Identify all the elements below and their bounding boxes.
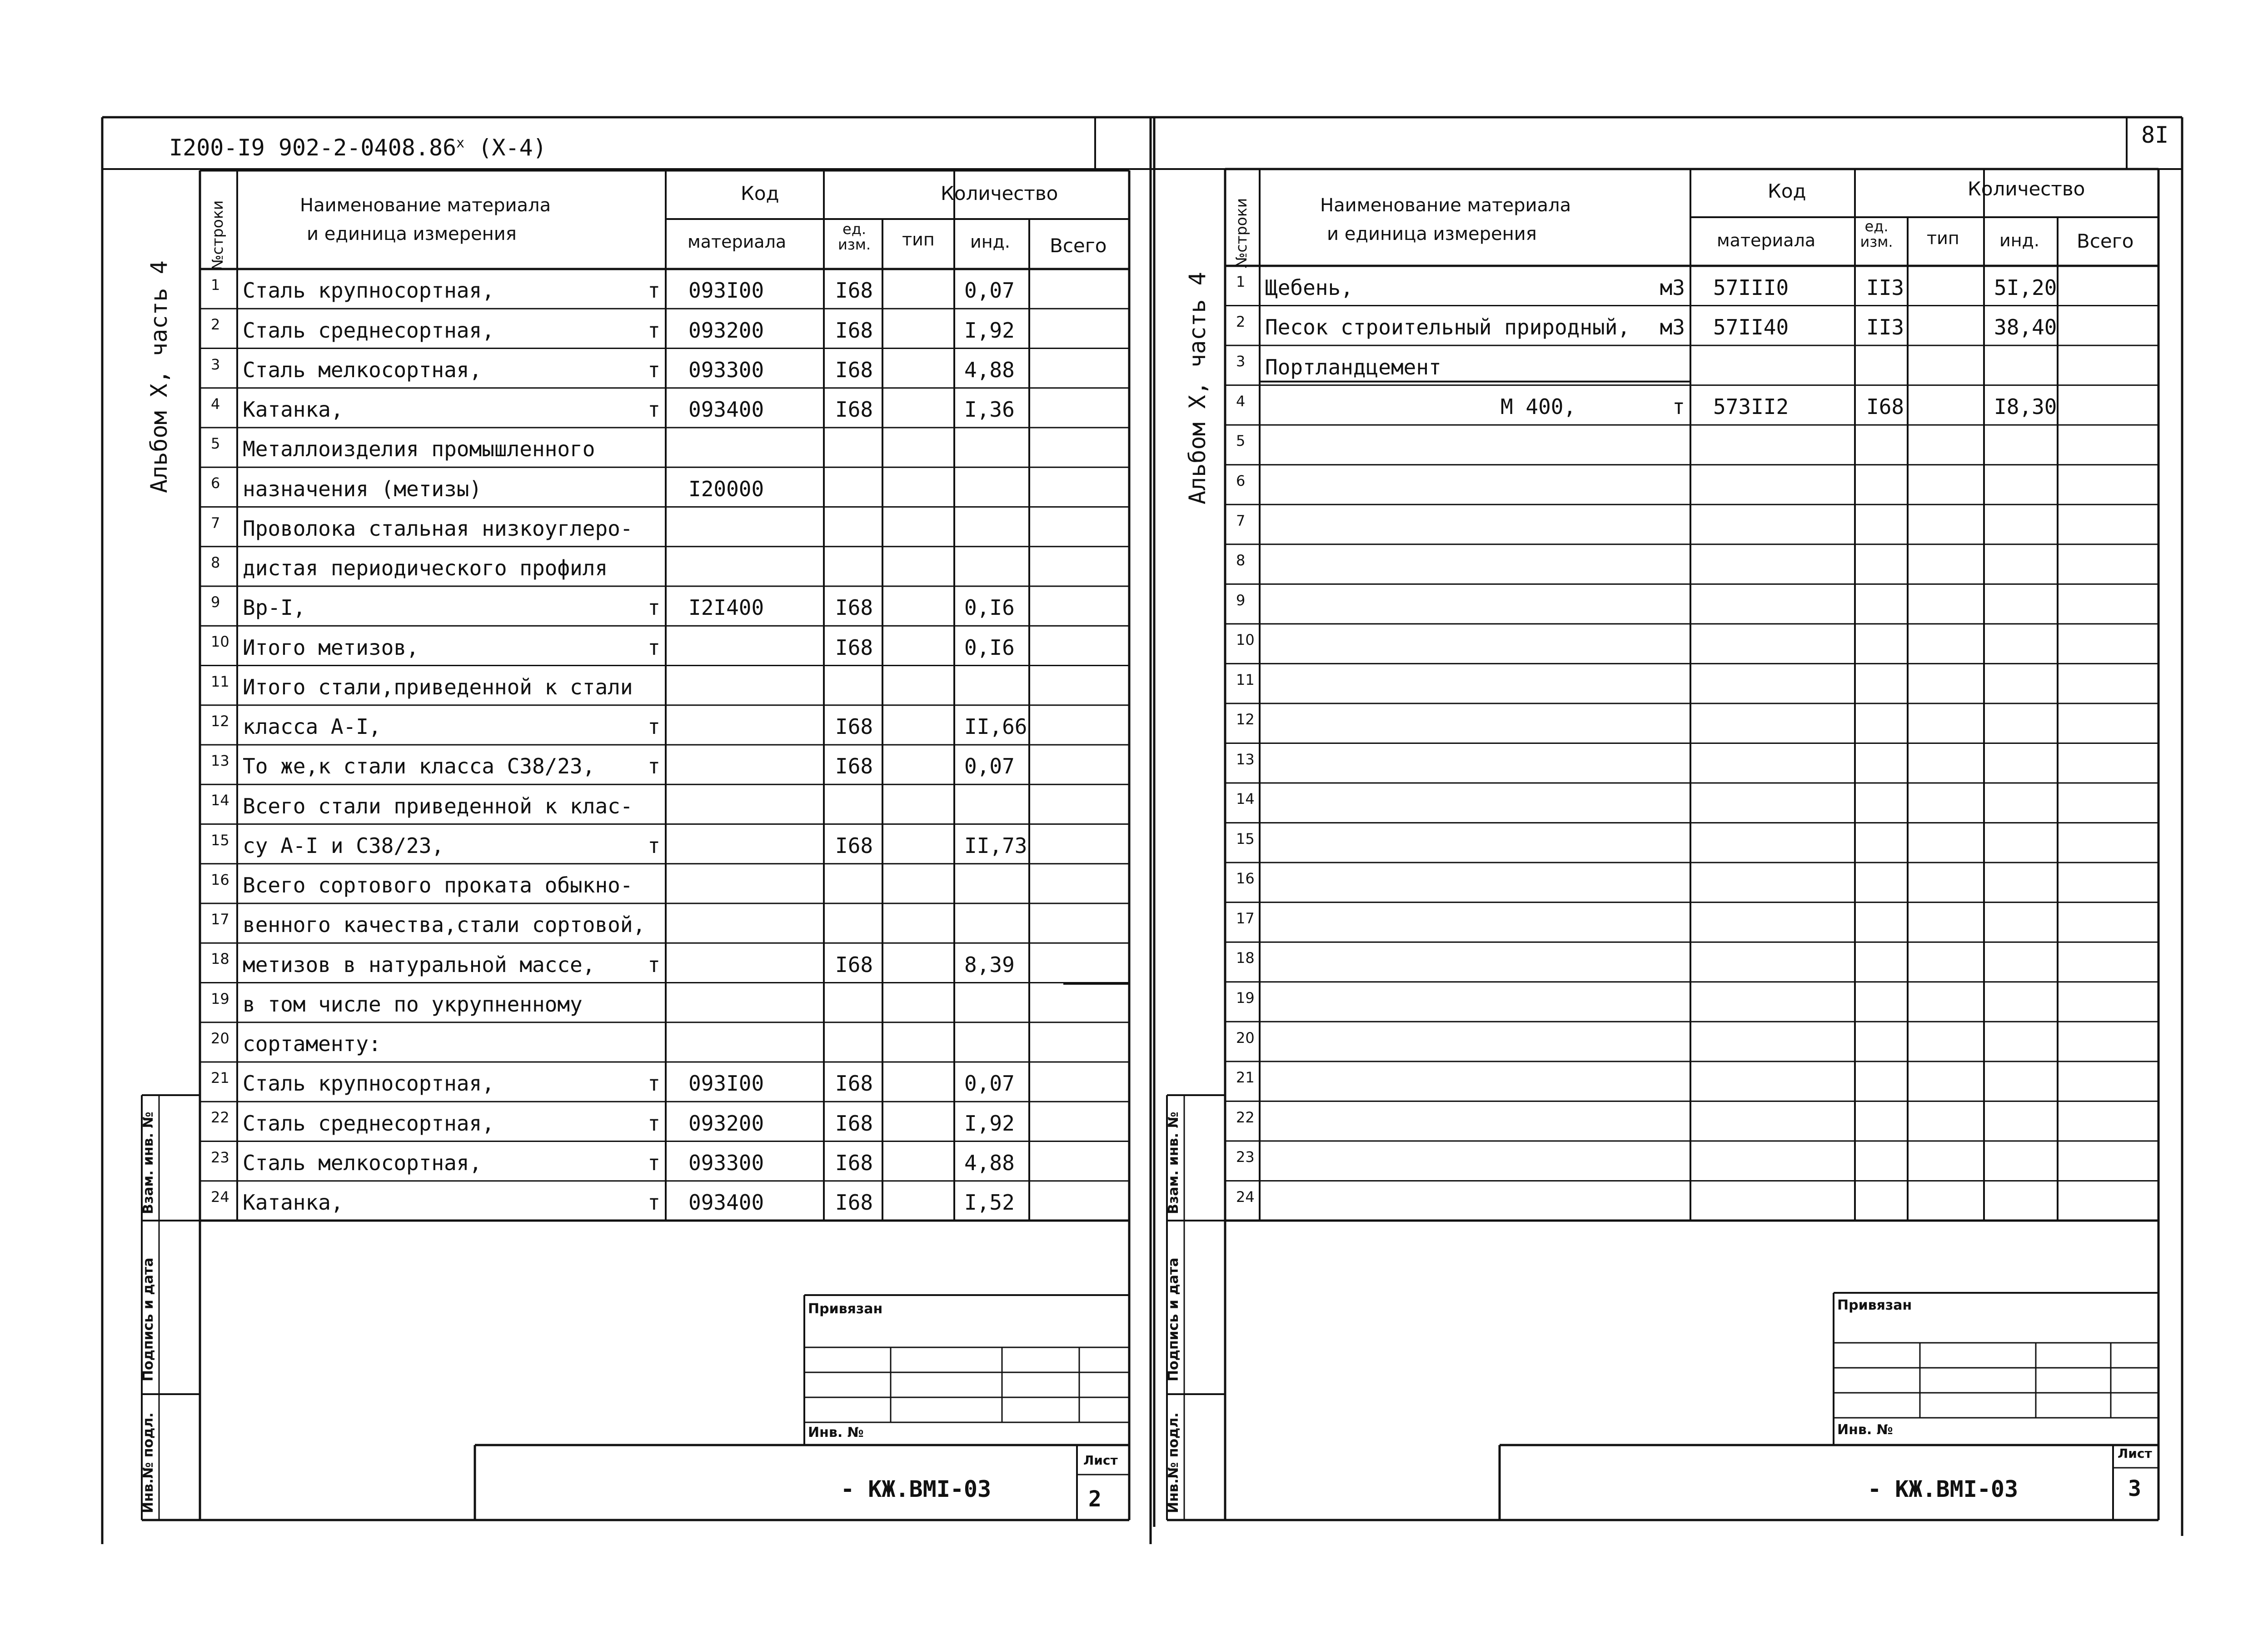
row-number: 10	[1236, 631, 1255, 649]
table-row	[1225, 982, 2158, 1022]
table-row	[200, 428, 1129, 467]
row-number: 24	[1236, 1188, 1255, 1206]
table-row	[200, 1102, 1129, 1141]
unit-code: I68	[835, 318, 873, 343]
row-number: 19	[211, 990, 229, 1007]
unit-label: т	[648, 714, 660, 739]
unit-label: т	[648, 833, 660, 858]
table-row	[200, 547, 1129, 586]
stamp-sign-date-left: Подпись и дата	[140, 1257, 156, 1381]
row-number: 20	[1236, 1029, 1255, 1047]
unit-label: т	[648, 397, 660, 422]
privyazan-label: Привязан	[808, 1301, 883, 1317]
header-name-line2: и единица измерения	[1327, 224, 1537, 244]
table-row	[200, 705, 1129, 745]
quantity-ind: I8,30	[1994, 394, 2057, 419]
quantity-ind: I,52	[964, 1190, 1015, 1215]
material-name: Проволока стальная низкоуглеро-	[243, 516, 633, 541]
row-number: 22	[211, 1109, 229, 1127]
material-name: Портландцемент	[1265, 354, 1441, 379]
table-row	[1225, 663, 2158, 703]
quantity-ind: 8,39	[964, 952, 1015, 977]
header-row-no: №строки	[1232, 198, 1250, 268]
unit-code: I68	[835, 754, 873, 779]
table-row	[200, 269, 1129, 309]
stamp-inv-vzam-left: Взам. инв. №	[140, 1112, 156, 1214]
table-row	[1225, 743, 2158, 783]
material-name: Всего сортового проката обыкно-	[243, 873, 633, 898]
quantity-ind: II,73	[964, 833, 1027, 858]
unit-label: м3	[1660, 275, 1685, 300]
unit-label: т	[648, 595, 660, 620]
doc-code: I200-I9 902-2-0408.86$^x$ (X-4)	[169, 135, 547, 161]
stamp-inv-podl-right: Инв.№ подл.	[1166, 1412, 1181, 1513]
row-number: 13	[1236, 750, 1255, 768]
table-row	[1225, 385, 2158, 425]
material-code: 57II40	[1713, 315, 1789, 340]
side-label-right: Альбом X, часть 4	[1184, 272, 1211, 504]
table-row	[200, 309, 1129, 348]
table-row	[200, 864, 1129, 903]
material-code: 093I00	[688, 1071, 764, 1096]
row-number: 15	[211, 831, 229, 849]
table-row	[200, 1181, 1129, 1221]
row-number: 7	[211, 514, 220, 532]
table-row	[1225, 266, 2158, 306]
table-row	[200, 943, 1129, 982]
row-number: 2	[211, 316, 220, 334]
header-code-unit: ед. изм.	[837, 220, 871, 253]
material-name: Катанка,	[243, 397, 344, 422]
row-number: 8	[1236, 552, 1246, 569]
table-row	[200, 784, 1129, 824]
row-number: 9	[1236, 591, 1246, 609]
row-number: 23	[211, 1148, 229, 1166]
inv-no-label: Инв. №	[1837, 1422, 1893, 1438]
row-number: 21	[211, 1069, 229, 1087]
quantity-ind: I,92	[964, 1111, 1015, 1136]
table-row	[1225, 1101, 2158, 1141]
unit-code: I68	[835, 1190, 873, 1215]
row-number: 4	[211, 395, 220, 413]
header-code-unit: ед. изм.	[1860, 218, 1893, 250]
table-row	[1225, 1141, 2158, 1181]
table-row	[200, 1062, 1129, 1102]
table-row	[1225, 425, 2158, 465]
header-row-no: №строки	[209, 200, 226, 270]
material-code: 093I00	[688, 278, 764, 303]
row-number: 1	[211, 276, 220, 294]
row-number: 18	[1236, 949, 1255, 967]
doc-designation: - КЖ.ВМI-03	[1868, 1476, 2019, 1502]
table-row	[1225, 902, 2158, 942]
material-name: Сталь мелкосортная,	[243, 1150, 482, 1175]
unit-code: II3	[1866, 275, 1904, 300]
row-number: 3	[1236, 353, 1246, 370]
header-qty-ind: инд.	[970, 232, 1010, 252]
material-name: Сталь крупносортная,	[243, 278, 494, 303]
material-name: Итого метизов,	[243, 635, 419, 660]
material-code: 093200	[688, 1111, 764, 1136]
unit-code: I68	[835, 833, 873, 858]
header-qty-total: Всего	[1050, 234, 1107, 257]
row-number: 20	[211, 1029, 229, 1047]
material-code: 57III0	[1713, 275, 1789, 300]
table-row	[200, 467, 1129, 507]
header-qty-total: Всего	[2077, 230, 2134, 252]
stamp-sign-date-right: Подпись и дата	[1166, 1257, 1181, 1381]
material-name: Катанка,	[243, 1190, 344, 1215]
row-number: 17	[1236, 909, 1255, 927]
row-number: 21	[1236, 1069, 1255, 1087]
table-row	[200, 824, 1129, 864]
row-number: 16	[211, 871, 229, 888]
table-row	[200, 388, 1129, 428]
unit-label: т	[648, 1190, 660, 1215]
row-number: 24	[211, 1188, 229, 1206]
quantity-ind: 0,I6	[964, 635, 1015, 660]
material-name: Сталь среднесортная,	[243, 1111, 494, 1136]
material-name: назначения (метизы)	[243, 476, 482, 501]
table-row	[1225, 1181, 2158, 1221]
quantity-ind: 0,I6	[964, 595, 1015, 620]
header-qty-ind: инд.	[1999, 230, 2039, 250]
row-number: 12	[211, 712, 229, 730]
table-row	[200, 586, 1129, 626]
unit-code: I68	[1866, 394, 1904, 419]
header-name-line1: Наименование материала	[300, 195, 551, 216]
inv-no-label: Инв. №	[808, 1425, 864, 1441]
quantity-ind: 4,88	[964, 1150, 1015, 1175]
material-name: М 400,	[1500, 394, 1576, 419]
unit-code: II3	[1866, 315, 1904, 340]
table-row	[200, 626, 1129, 665]
row-number: 17	[211, 911, 229, 928]
row-number: 16	[1236, 870, 1255, 887]
unit-label: м3	[1660, 315, 1685, 340]
table-row	[200, 983, 1129, 1022]
table-row	[200, 1142, 1129, 1181]
row-number: 8	[211, 553, 220, 571]
table-row	[1225, 504, 2158, 544]
sheet-label: Лист	[1083, 1453, 1118, 1468]
quantity-ind: 0,07	[964, 278, 1015, 303]
row-number: 3	[211, 355, 220, 373]
table-row	[200, 1022, 1129, 1062]
unit-code: I68	[835, 1150, 873, 1175]
unit-label: т	[648, 635, 660, 660]
row-number: 18	[211, 950, 229, 968]
material-code: 093200	[688, 318, 764, 343]
row-number: 2	[1236, 313, 1246, 330]
material-name: метизов в натуральной массе,	[243, 952, 595, 977]
row-number: 9	[211, 593, 220, 611]
unit-label: т	[648, 754, 660, 779]
quantity-ind: 38,40	[1994, 315, 2057, 340]
unit-label: т	[648, 1111, 660, 1136]
unit-label: т	[648, 1071, 660, 1096]
unit-code: I68	[835, 1111, 873, 1136]
stamp-inv-vzam-right: Взам. инв. №	[1166, 1112, 1181, 1214]
table-row	[1225, 584, 2158, 624]
unit-label: т	[1672, 394, 1685, 419]
header-code: Код	[741, 182, 779, 204]
unit-code: I68	[835, 952, 873, 977]
material-name: сортаменту:	[243, 1032, 381, 1057]
material-name: Сталь крупносортная,	[243, 1071, 494, 1096]
unit-code: I68	[835, 714, 873, 739]
table-row	[200, 666, 1129, 705]
row-number: 11	[211, 673, 229, 690]
privyazan-label: Привязан	[1837, 1297, 1912, 1313]
sheet-label: Лист	[2118, 1446, 2152, 1461]
table-row	[200, 903, 1129, 943]
row-number: 7	[1236, 512, 1246, 529]
unit-code: I68	[835, 357, 873, 382]
table-row	[1225, 1062, 2158, 1102]
row-number: 5	[211, 435, 220, 453]
page-number: 8I	[2141, 122, 2169, 148]
table-row	[1225, 306, 2158, 346]
quantity-ind: 0,07	[964, 754, 1015, 779]
table-row	[1225, 345, 2158, 385]
quantity-ind: II,66	[964, 714, 1027, 739]
table-row	[1225, 823, 2158, 863]
quantity-ind: I,92	[964, 318, 1015, 343]
table-row	[1225, 862, 2158, 902]
row-number: 1	[1236, 273, 1246, 291]
table-row	[200, 745, 1129, 784]
row-number: 22	[1236, 1108, 1255, 1126]
material-name: класса А-I,	[243, 714, 381, 739]
row-number: 6	[1236, 472, 1246, 489]
table-row	[1225, 783, 2158, 823]
unit-code: I68	[835, 278, 873, 303]
material-name: Сталь среднесортная,	[243, 318, 494, 343]
table-row	[1225, 544, 2158, 584]
material-name: Щебень,	[1265, 275, 1353, 300]
material-code: 093300	[688, 1150, 764, 1175]
material-name: Итого стали,приведенной к стали	[243, 674, 633, 699]
side-label-left: Альбом X, часть 4	[146, 260, 172, 493]
header-name-line2: и единица измерения	[307, 224, 517, 244]
table-row	[200, 507, 1129, 547]
table-row	[1225, 465, 2158, 505]
table-row	[1225, 624, 2158, 664]
stamp-inv-podl-left: Инв.№ подл.	[140, 1412, 156, 1513]
row-number: 14	[1236, 790, 1255, 808]
table-row	[1225, 703, 2158, 743]
material-name: То же,к стали класса С38/23,	[243, 754, 595, 779]
material-code: 093400	[688, 1190, 764, 1215]
sheet-number: 3	[2128, 1476, 2141, 1501]
material-name: Металлоизделия промышленного	[243, 437, 595, 462]
material-name: в том числе по укрупненному	[243, 992, 583, 1017]
row-number: 19	[1236, 989, 1255, 1007]
header-code: Код	[1768, 180, 1806, 202]
unit-code: I68	[835, 397, 873, 422]
material-name: Сталь мелкосортная,	[243, 357, 482, 382]
material-name: Вр-I,	[243, 595, 306, 620]
quantity-ind: 0,07	[964, 1071, 1015, 1096]
unit-label: т	[648, 318, 660, 343]
quantity-ind: 4,88	[964, 357, 1015, 382]
header-quantity: Количество	[941, 182, 1058, 204]
sheet-number: 2	[1088, 1486, 1102, 1512]
material-code: 573II2	[1713, 394, 1789, 419]
header-qty-type: тип	[902, 229, 935, 249]
header-code-material: материала	[1717, 230, 1816, 250]
unit-code: I68	[835, 595, 873, 620]
material-name: Песок строительный природный,	[1265, 315, 1630, 340]
quantity-ind: 5I,20	[1994, 275, 2057, 300]
row-number: 14	[211, 792, 229, 809]
row-number: 15	[1236, 830, 1255, 847]
material-code: 093400	[688, 397, 764, 422]
row-number: 23	[1236, 1148, 1255, 1166]
material-name: дистая периодического профиля	[243, 556, 608, 581]
material-name: венного качества,стали сортовой,	[243, 912, 646, 937]
row-number: 12	[1236, 711, 1255, 728]
header-qty-type: тип	[1927, 228, 1959, 248]
doc-designation: - КЖ.ВМI-03	[841, 1476, 992, 1502]
table-row	[1225, 942, 2158, 982]
unit-label: т	[648, 1150, 660, 1175]
row-number: 11	[1236, 671, 1255, 688]
unit-code: I68	[835, 635, 873, 660]
unit-label: т	[648, 952, 660, 977]
material-name: Всего стали приведенной к клас-	[243, 793, 633, 818]
header-code-material: материала	[688, 232, 787, 252]
row-number: 5	[1236, 432, 1246, 450]
material-code: I20000	[688, 476, 764, 501]
header-name-line1: Наименование материала	[1320, 195, 1571, 216]
row-number: 10	[211, 633, 229, 651]
row-number: 6	[211, 474, 220, 492]
unit-code: I68	[835, 1071, 873, 1096]
table-row	[200, 349, 1129, 388]
header-quantity: Количество	[1968, 178, 2085, 200]
quantity-ind: I,36	[964, 397, 1015, 422]
material-code: 093300	[688, 357, 764, 382]
material-name: су А-I и С38/23,	[243, 833, 444, 858]
row-number: 13	[211, 752, 229, 770]
table-row	[1225, 1022, 2158, 1062]
row-number: 4	[1236, 392, 1246, 410]
material-code: I2I400	[688, 595, 764, 620]
unit-label: т	[648, 278, 660, 303]
unit-label: т	[648, 357, 660, 382]
